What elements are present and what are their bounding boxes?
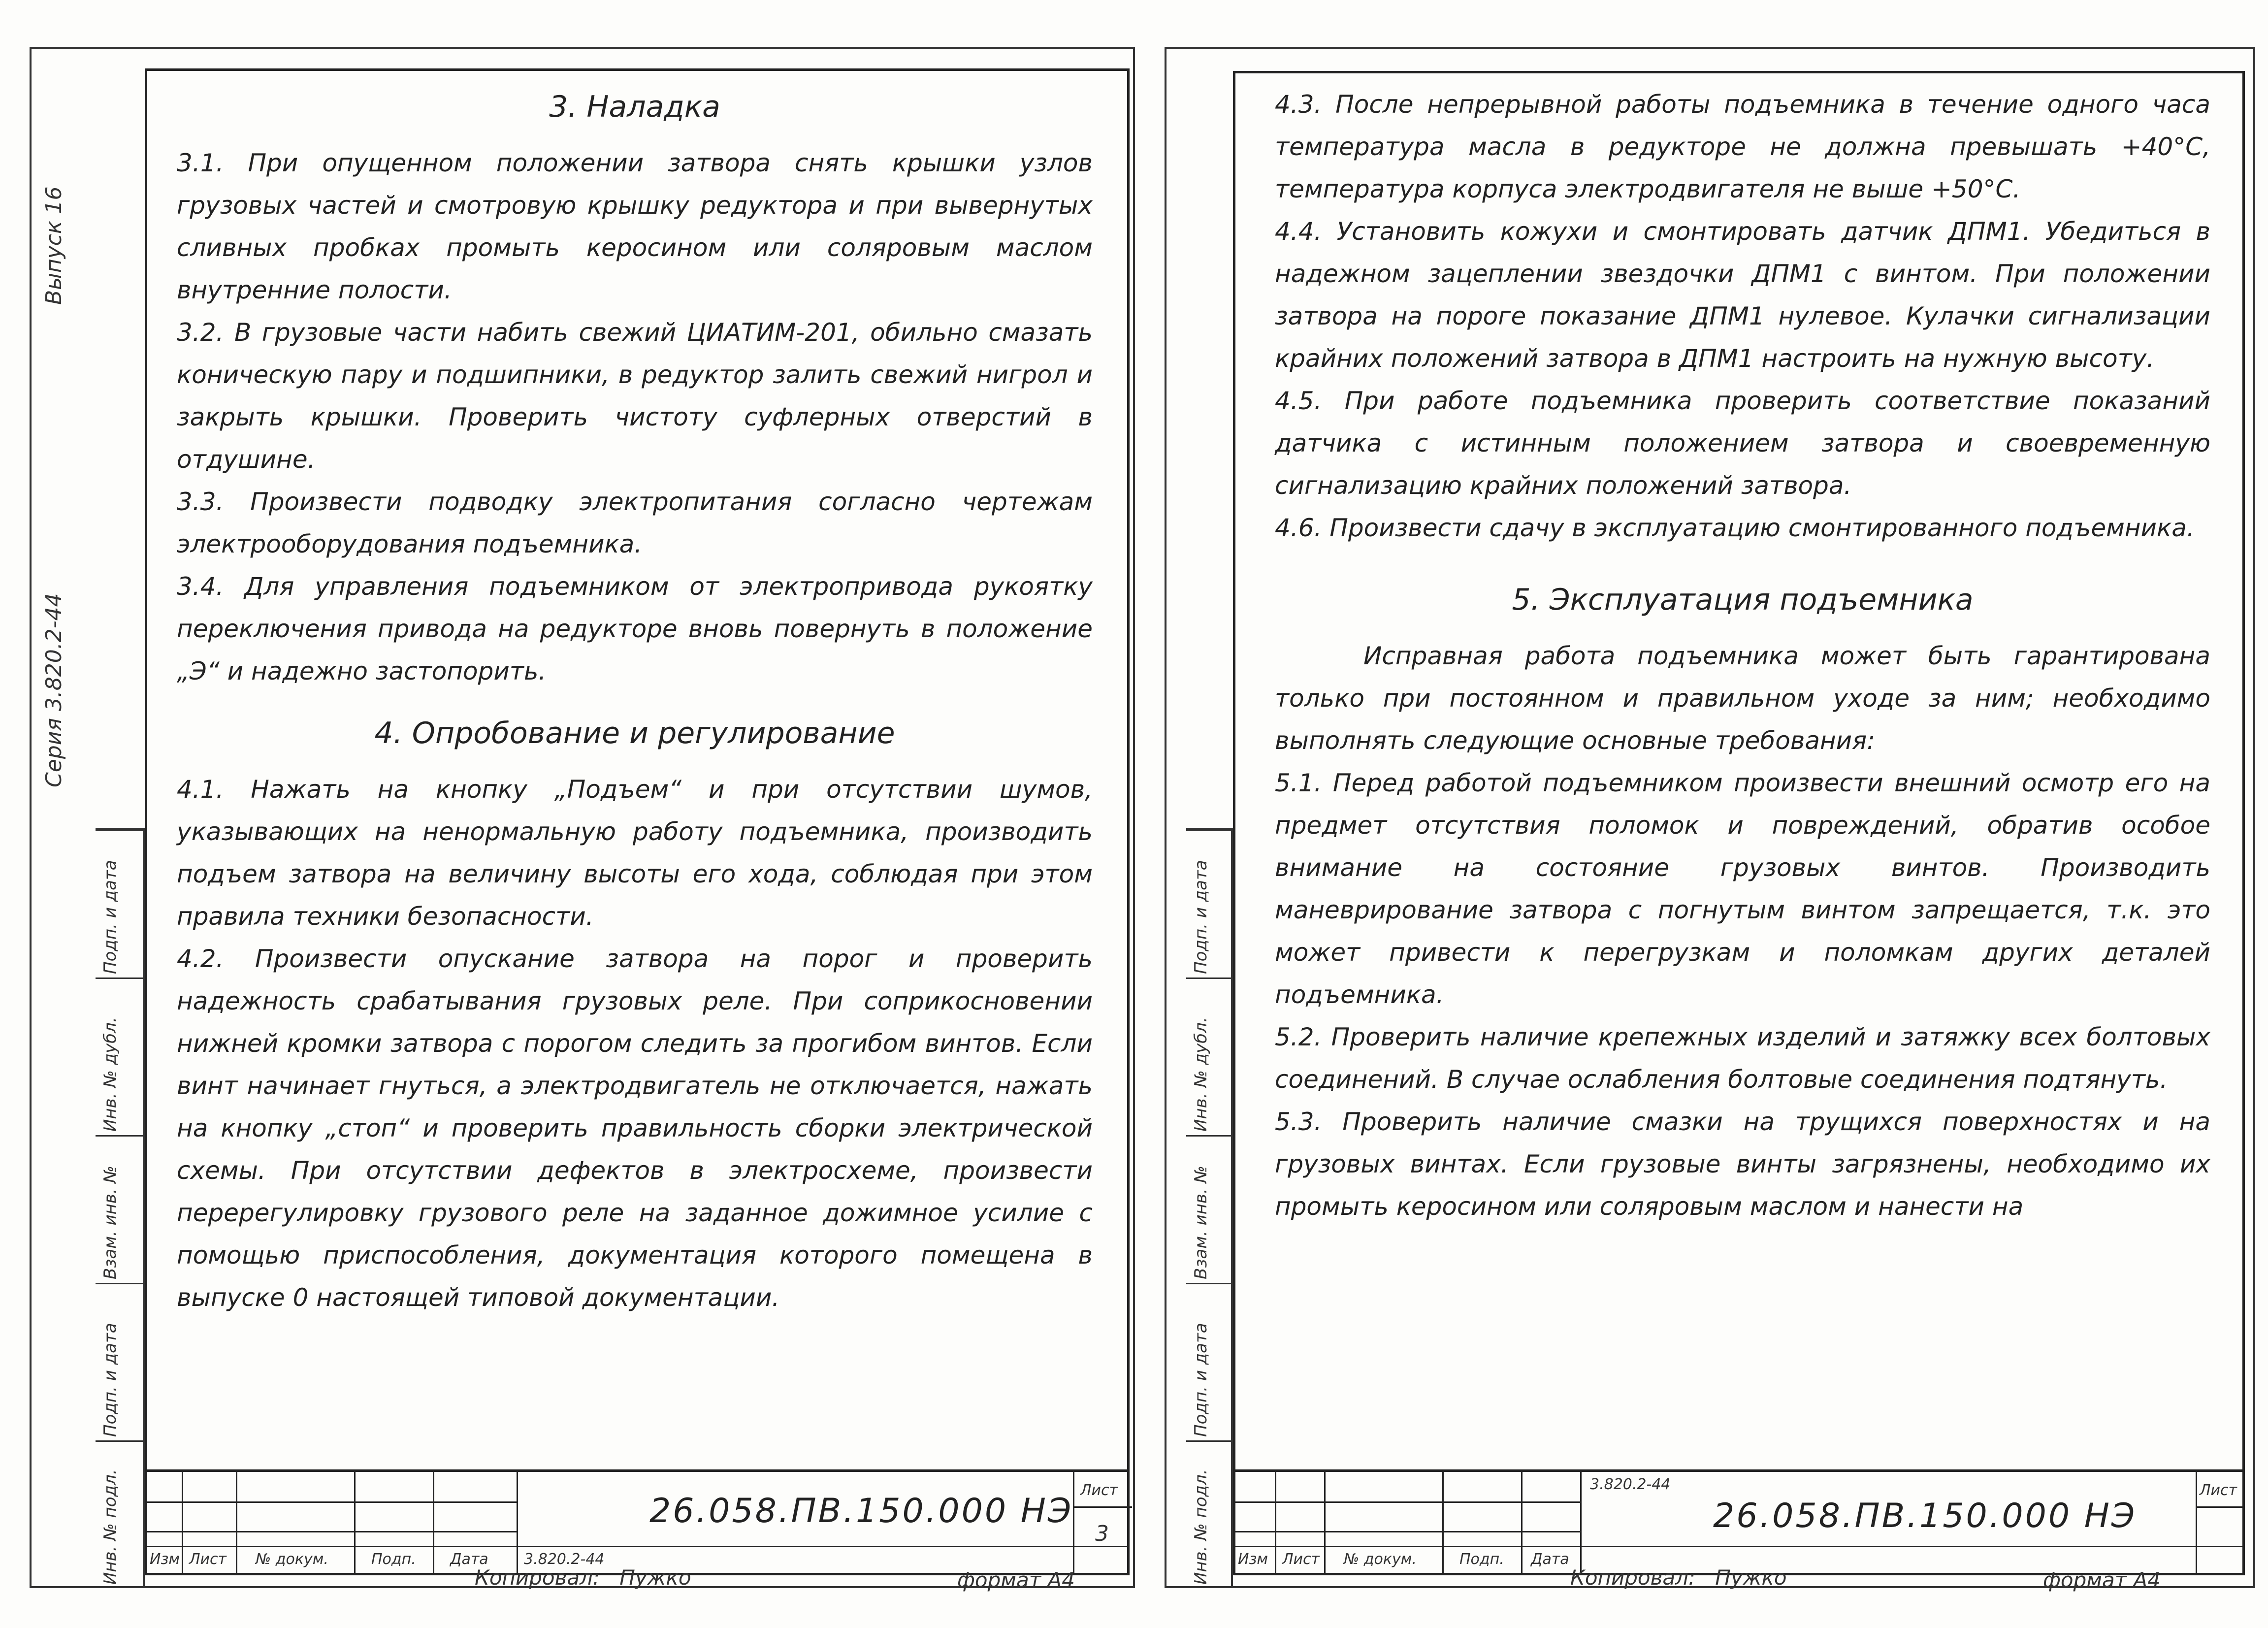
paragraph-5-3: 5.3. Проверить наличие смазки на трущихся поверхностях и на грузовых винтах. Если грузовые винты загрязнены, необходимо их промыть керосином или соляровым маслом и нанести на xyxy=(1275,1107,2210,1221)
approval-cell: Подп. и дата xyxy=(96,830,143,977)
left-page xyxy=(30,47,1135,1592)
stamp-col-sign: Подп. xyxy=(371,1551,416,1568)
paragraph-3-1: 3.1. При опущенном положении затвора снять крышки узлов грузовых частей и смотровую крышку редуктора и при вывернутых сливных пробках промыть керосином или соляровым маслом внутренние полости. xyxy=(177,149,1093,304)
approval-cell: Взам. инв. № xyxy=(96,1135,143,1283)
title-block xyxy=(1235,1469,2242,1573)
footer-format: формат А4 xyxy=(957,1568,1075,1592)
document-code: 26.058.ПВ.150.000 НЭ xyxy=(649,1492,1073,1530)
paragraph-3-2: 3.2. В грузовые части набить свежий ЦИАТИМ-201, обильно смазать коническую пару и подшипники, в редуктор залить свежий нигрол и закрыть крышки. Проверить чистоту суфлерных отверстий в отдушине. xyxy=(177,318,1093,474)
paragraph-4-2: 4.2. Произвести опускание затвора на порог и проверить надежность срабатывания грузовых реле. При соприкосновении нижней кромки затвора с порогом следить за прогибом винтов. Если винт начинает гнуться, а электродвигатель не отключается, нажать на кнопку „стоп“ и проверить правильность сборки электрической схемы. При отсутствии дефектов в электросхеме, произвести перерегулировку грузового реле на заданное дожимное усилие с помощью приспособления, документация которого помещена в выпуске 0 настоящей типовой документации. xyxy=(177,944,1093,1312)
approval-cell: Взам. инв. № xyxy=(1186,1135,1231,1283)
stamp-col-docnum: № докум. xyxy=(256,1551,328,1568)
paragraph-4-6: 4.6. Произвести сдачу в эксплуатацию смонтированного подъемника. xyxy=(1275,514,2195,542)
approval-columns xyxy=(1186,828,1233,1586)
series-label: Серия 3.820.2-44 xyxy=(41,593,66,787)
section-5-intro: Исправная работа подъемника может быть гарантирована только при постоянном и правильном уходе за ним; необходимо выполнять следующие основные требования: xyxy=(1275,642,2210,755)
right-text xyxy=(1275,83,2210,1228)
issue-label: Выпуск 16 xyxy=(41,186,66,305)
approval-cell: Подп. и дата xyxy=(96,1283,143,1440)
stamp-col-docnum: № докум. xyxy=(1344,1551,1417,1568)
paragraph-3-3: 3.3. Произвести подводку электропитания согласно чертежам электрооборудования подъемника. xyxy=(177,488,1093,558)
stamp-col-date: Дата xyxy=(1531,1551,1569,1568)
paragraph-5-2: 5.2. Проверить наличие крепежных изделий и затяжку всех болтовых соединений. В случае ослабления болтовые соединения подтянуть. xyxy=(1275,1023,2210,1094)
footer-copied: Копировал: Пужко xyxy=(475,1565,691,1590)
stamp-col-sign: Подп. xyxy=(1459,1551,1504,1568)
stamp-series: 3.820.2-44 xyxy=(1590,1476,1671,1493)
stamp-col-sheet: Лист xyxy=(1282,1551,1320,1568)
left-frame xyxy=(145,68,1130,1575)
stamp-series: 3.820.2-44 xyxy=(524,1551,605,1568)
footer-copied: Копировал: Пужко xyxy=(1570,1565,1787,1590)
approval-cell: Подп. и дата xyxy=(1186,830,1231,977)
section-3-title: 3. Наладка xyxy=(549,90,720,124)
paragraph-3-4: 3.4. Для управления подъемником от электропривода рукоятку переключения привода на редукторе вновь повернуть в положение „Э“ и надежно застопорить. xyxy=(177,572,1093,685)
stamp-col-date: Дата xyxy=(450,1551,488,1568)
paragraph-4-3: 4.3. После непрерывной работы подъемника в течение одного часа температура масла в редукторе не должна превышать +40°С, температура корпуса электродвигателя не выше +50°С. xyxy=(1275,90,2210,203)
approval-cell: Подп. и дата xyxy=(1186,1283,1231,1440)
paragraph-4-1: 4.1. Нажать на кнопку „Подъем“ и при отсутствии шумов, указывающих на ненормальную работу подъемника, производить подъем затвора на величину высоты его хода, соблюдая при этом правила техники безопасности. xyxy=(177,775,1093,931)
footer-format: формат А4 xyxy=(2043,1568,2161,1592)
approval-cell: Инв. № дубл. xyxy=(1186,977,1231,1135)
section-4-title: 4. Опробование и регулирование xyxy=(374,716,895,750)
paragraph-4-5: 4.5. При работе подъемника проверить соответствие показаний датчика с истинным положением затвора и своевременную сигнализацию крайних положений затвора. xyxy=(1275,387,2210,500)
approval-cell: Инв. № дубл. xyxy=(96,977,143,1135)
stamp-col-change: Изм xyxy=(150,1551,180,1568)
stamp-col-sheet: Лист xyxy=(189,1551,227,1568)
right-frame xyxy=(1233,71,2245,1575)
approval-cell: Инв. № подл. xyxy=(96,1440,143,1588)
title-block xyxy=(147,1469,1127,1573)
approval-columns xyxy=(96,828,145,1586)
sheet-label: Лист xyxy=(2200,1482,2237,1499)
sheet-number: 3 xyxy=(1095,1521,1109,1546)
document-code: 26.058.ПВ.150.000 НЭ xyxy=(1713,1497,2137,1535)
paragraph-5-1: 5.1. Перед работой подъемником произвести внешний осмотр его на предмет отсутствия поломок и повреждений, обратив особое внимание на состояние грузовых винтов. Производить маневрирование затвора с погнутым винтом запрещается, т.к. это может привести к перегрузкам и поломкам других деталей подъемника. xyxy=(1275,769,2210,1009)
approval-cell: Инв. № подл. xyxy=(1186,1440,1231,1588)
left-text xyxy=(177,81,1093,1319)
section-5-title: 5. Эксплуатация подъемника xyxy=(1512,583,1974,617)
stamp-col-change: Изм xyxy=(1238,1551,1268,1568)
paragraph-4-4: 4.4. Установить кожухи и смонтировать датчик ДПМ1. Убедиться в надежном зацеплении звездочки ДПМ1 с винтом. При положении затвора на пороге показание ДПМ1 нулевое. Кулачки сигнализации крайних положений затвора в ДПМ1 настроить на нужную высоту. xyxy=(1275,217,2210,373)
sheet-label: Лист xyxy=(1080,1482,1118,1499)
right-page xyxy=(1165,47,2255,1592)
